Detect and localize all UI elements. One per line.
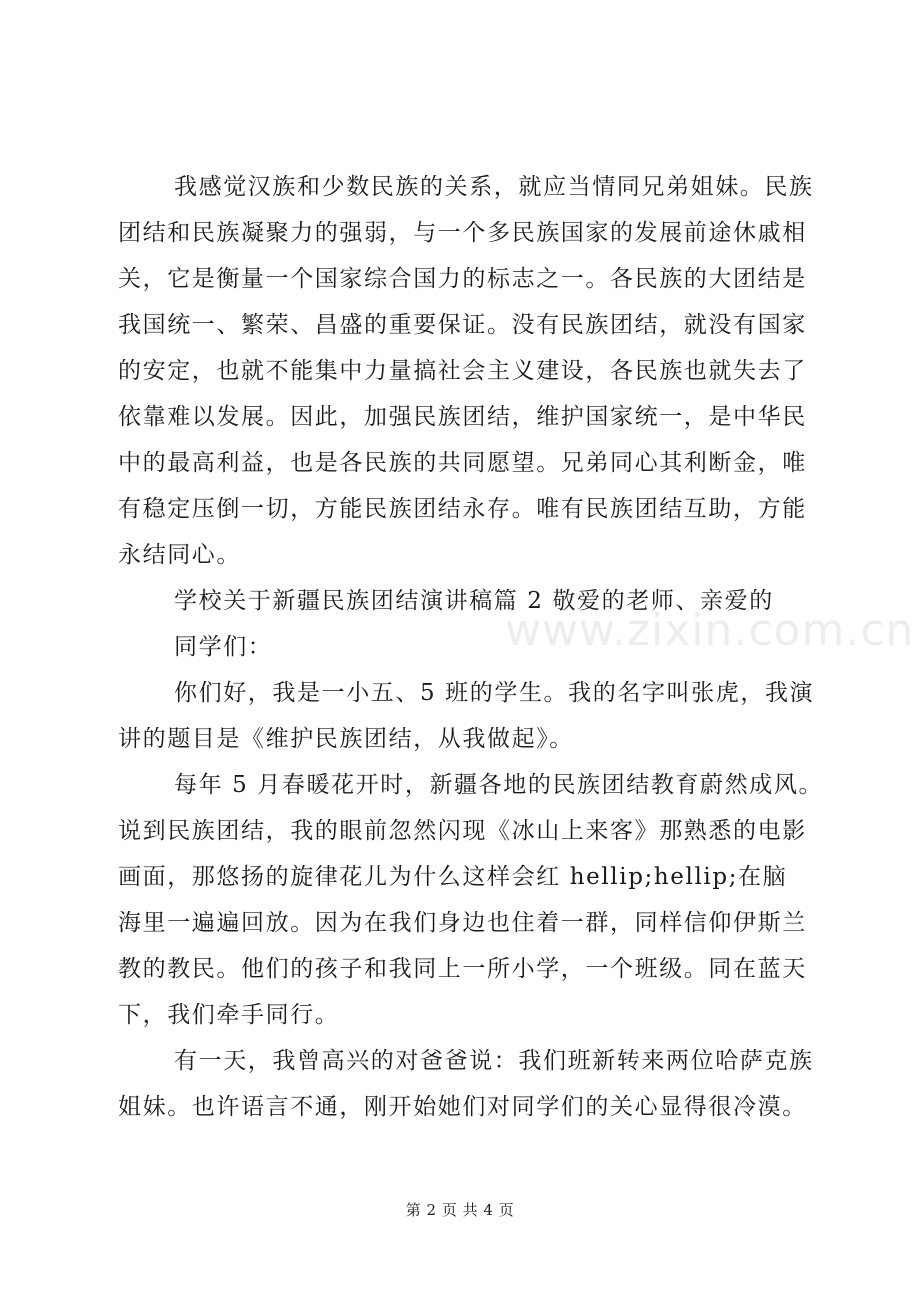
body-line-17: 海里一遍遍回放。因为在我们身边也住着一群，同样信仰伊斯兰 <box>118 910 807 936</box>
body-line-3: 关，它是衡量一个国家综合国力的标志之一。各民族的大团结是 <box>118 266 807 292</box>
body-line-1: 我感觉汉族和少数民族的关系，就应当情同兄弟姐妹。民族 <box>174 174 814 200</box>
body-line-8: 有稳定压倒一切，方能民族团结永存。唯有民族团结互助，方能 <box>118 496 807 522</box>
body-line-4: 我国统一、繁荣、昌盛的重要保证。没有民族团结，就没有国家 <box>118 312 807 338</box>
body-line-12: 你们好，我是一小五、5 班的学生。我的名字叫张虎，我演 <box>174 680 815 706</box>
body-line-21: 姐妹。也许语言不通，刚开始她们对同学们的关心显得很冷漠。 <box>118 1094 807 1120</box>
body-line-5: 的安定，也就不能集中力量搞社会主义建设，各民族也就失去了 <box>118 358 807 384</box>
page-footer: 第 2 页 共 4 页 <box>405 1201 515 1219</box>
salutation-line: 同学们： <box>174 634 273 660</box>
watermark-text: www.zixin.com.cn <box>505 605 915 656</box>
body-line-16: 画面，那悠扬的旋律花儿为什么这样会红 hellip;hellip;在脑 <box>118 864 788 890</box>
section-heading-line: 学校关于新疆民族团结演讲稿篇 2 敬爱的老师、亲爱的 <box>174 588 774 614</box>
body-line-18: 教的教民。他们的孩子和我同上一所小学，一个班级。同在蓝天 <box>118 956 807 982</box>
body-line-15: 说到民族团结，我的眼前忽然闪现《冰山上来客》那熟悉的电影 <box>118 818 807 844</box>
body-line-6: 依靠难以发展。因此，加强民族团结，维护国家统一，是中华民 <box>118 404 807 430</box>
body-line-14: 每年 5 月春暖花开时，新疆各地的民族团结教育蔚然成风。 <box>174 772 824 798</box>
body-line-13: 讲的题目是《维护民族团结，从我做起》。 <box>118 726 574 752</box>
body-line-7: 中的最高利益，也是各民族的共同愿望。兄弟同心其利断金，唯 <box>118 450 807 476</box>
body-line-9: 永结同心。 <box>118 542 241 568</box>
body-line-20: 有一天，我曾高兴的对爸爸说：我们班新转来两位哈萨克族 <box>174 1048 814 1074</box>
body-line-19: 下，我们牵手同行。 <box>118 1002 340 1028</box>
body-line-2: 团结和民族凝聚力的强弱，与一个多民族国家的发展前途休戚相 <box>118 220 807 246</box>
